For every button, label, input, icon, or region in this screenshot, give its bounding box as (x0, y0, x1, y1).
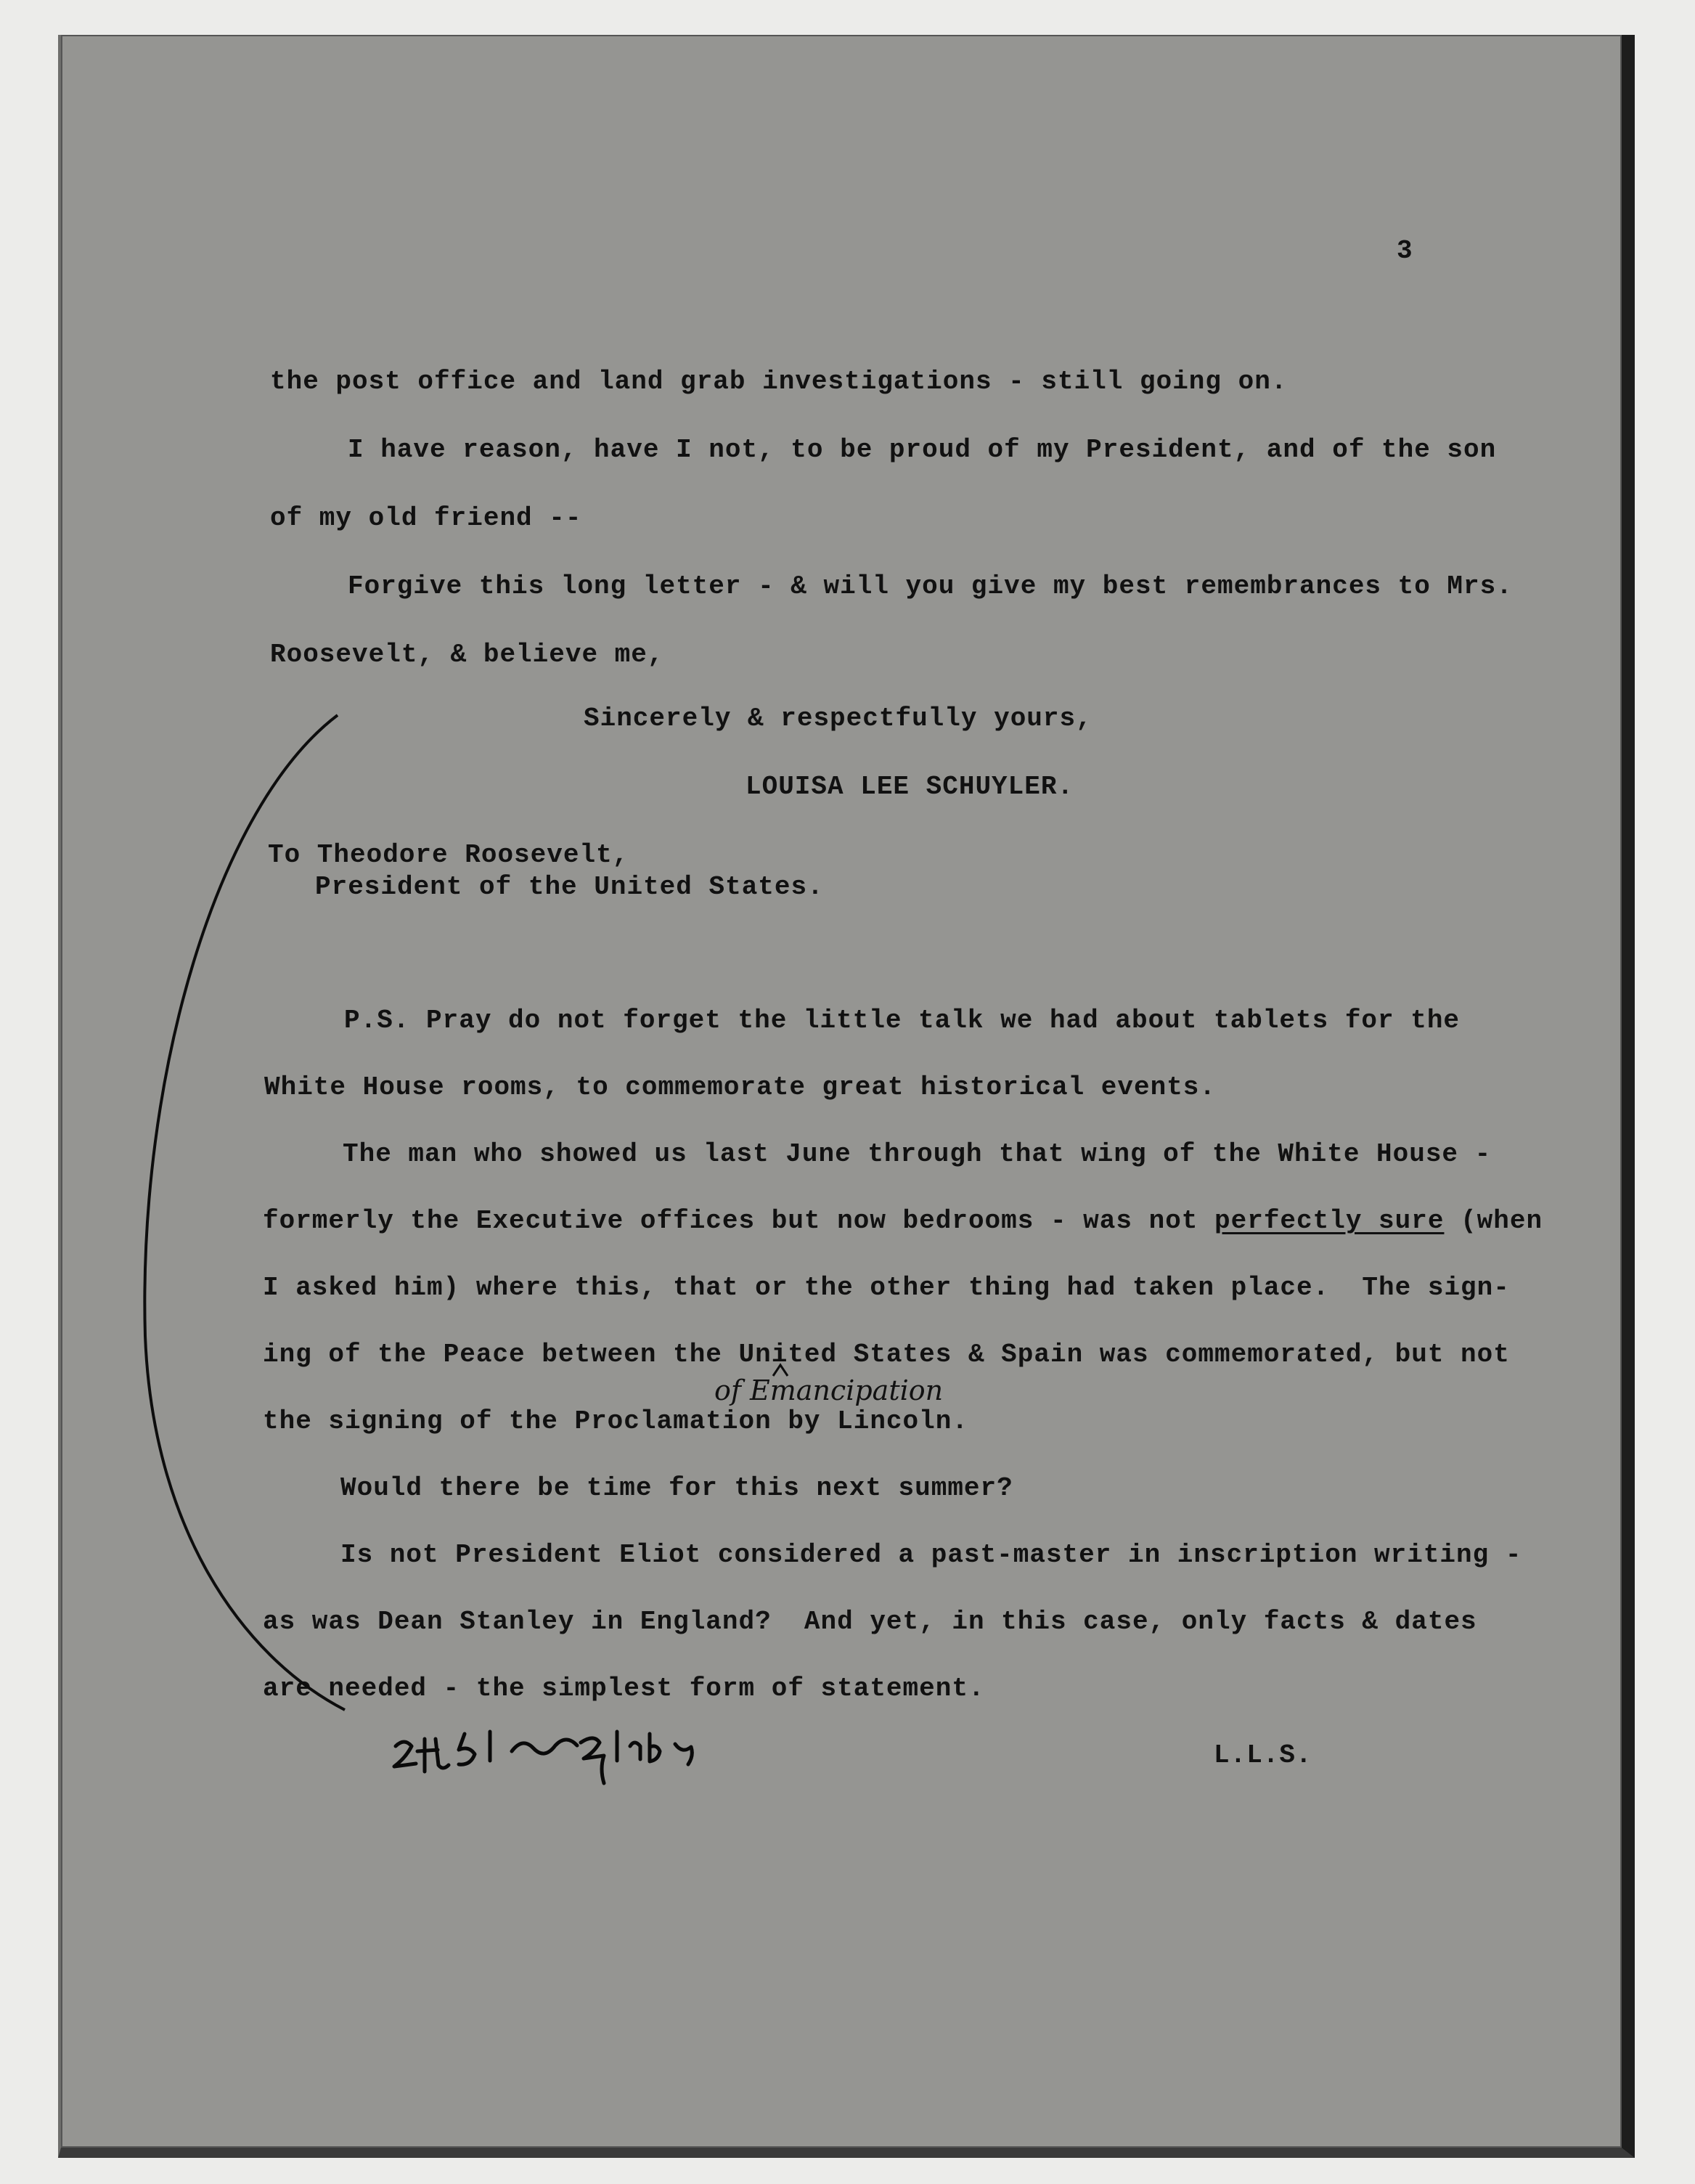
address-line: President of the United States. (315, 872, 824, 902)
body-line: Forgive this long letter - & will you give my best remembrances to Mrs. (348, 571, 1513, 601)
underlined-phrase: perfectly sure (1214, 1206, 1445, 1236)
ps-line (263, 1207, 1543, 1236)
ps-line-part: (when (1444, 1206, 1543, 1236)
ps-line: I asked him) where this, that or the other thing had taken place. The sign- (263, 1273, 1510, 1303)
closing: Sincerely & respectfully yours, (584, 704, 1092, 733)
body-line: I have reason, have I not, to be proud of my President, and of the son (348, 435, 1497, 465)
ps-line: White House rooms, to commemorate great historical events. (264, 1072, 1217, 1102)
ps-line: ing of the Peace between the United States & Spain was commemorated, but not (263, 1340, 1510, 1369)
address-line: To Theodore Roosevelt, (268, 840, 629, 870)
ps-line: P.S. Pray do not forget the little talk we had about tablets for the (344, 1006, 1461, 1035)
ps-line-part: formerly the Executive offices but now bedrooms - was not (263, 1206, 1215, 1236)
signature-typed: LOUISA LEE SCHUYLER. (746, 772, 1074, 802)
ps-line: Is not President Eliot considered a past-master in inscription writing - (340, 1540, 1522, 1570)
handwritten-insertion: of Emancipation (714, 1374, 944, 1406)
ps-line: Would there be time for this next summer? (340, 1473, 1013, 1503)
ps-line: are needed - the simplest form of statement. (263, 1674, 985, 1703)
ps-line: as was Dean Stanley in England? And yet, in this case, only facts & dates (263, 1607, 1477, 1637)
initials: L.L.S. (1214, 1740, 1312, 1770)
page-number: 3 (1397, 236, 1413, 266)
body-line: Roosevelt, & believe me, (270, 640, 664, 669)
body-line: of my old friend -- (270, 503, 582, 533)
letter-page (58, 35, 1635, 2158)
ps-line: the signing of the Proclamation by Lincoln. (263, 1406, 968, 1436)
body-line: the post office and land grab investigations - still going on. (270, 367, 1288, 396)
ps-line: The man who showed us last June through that wing of the White House - (343, 1139, 1492, 1169)
